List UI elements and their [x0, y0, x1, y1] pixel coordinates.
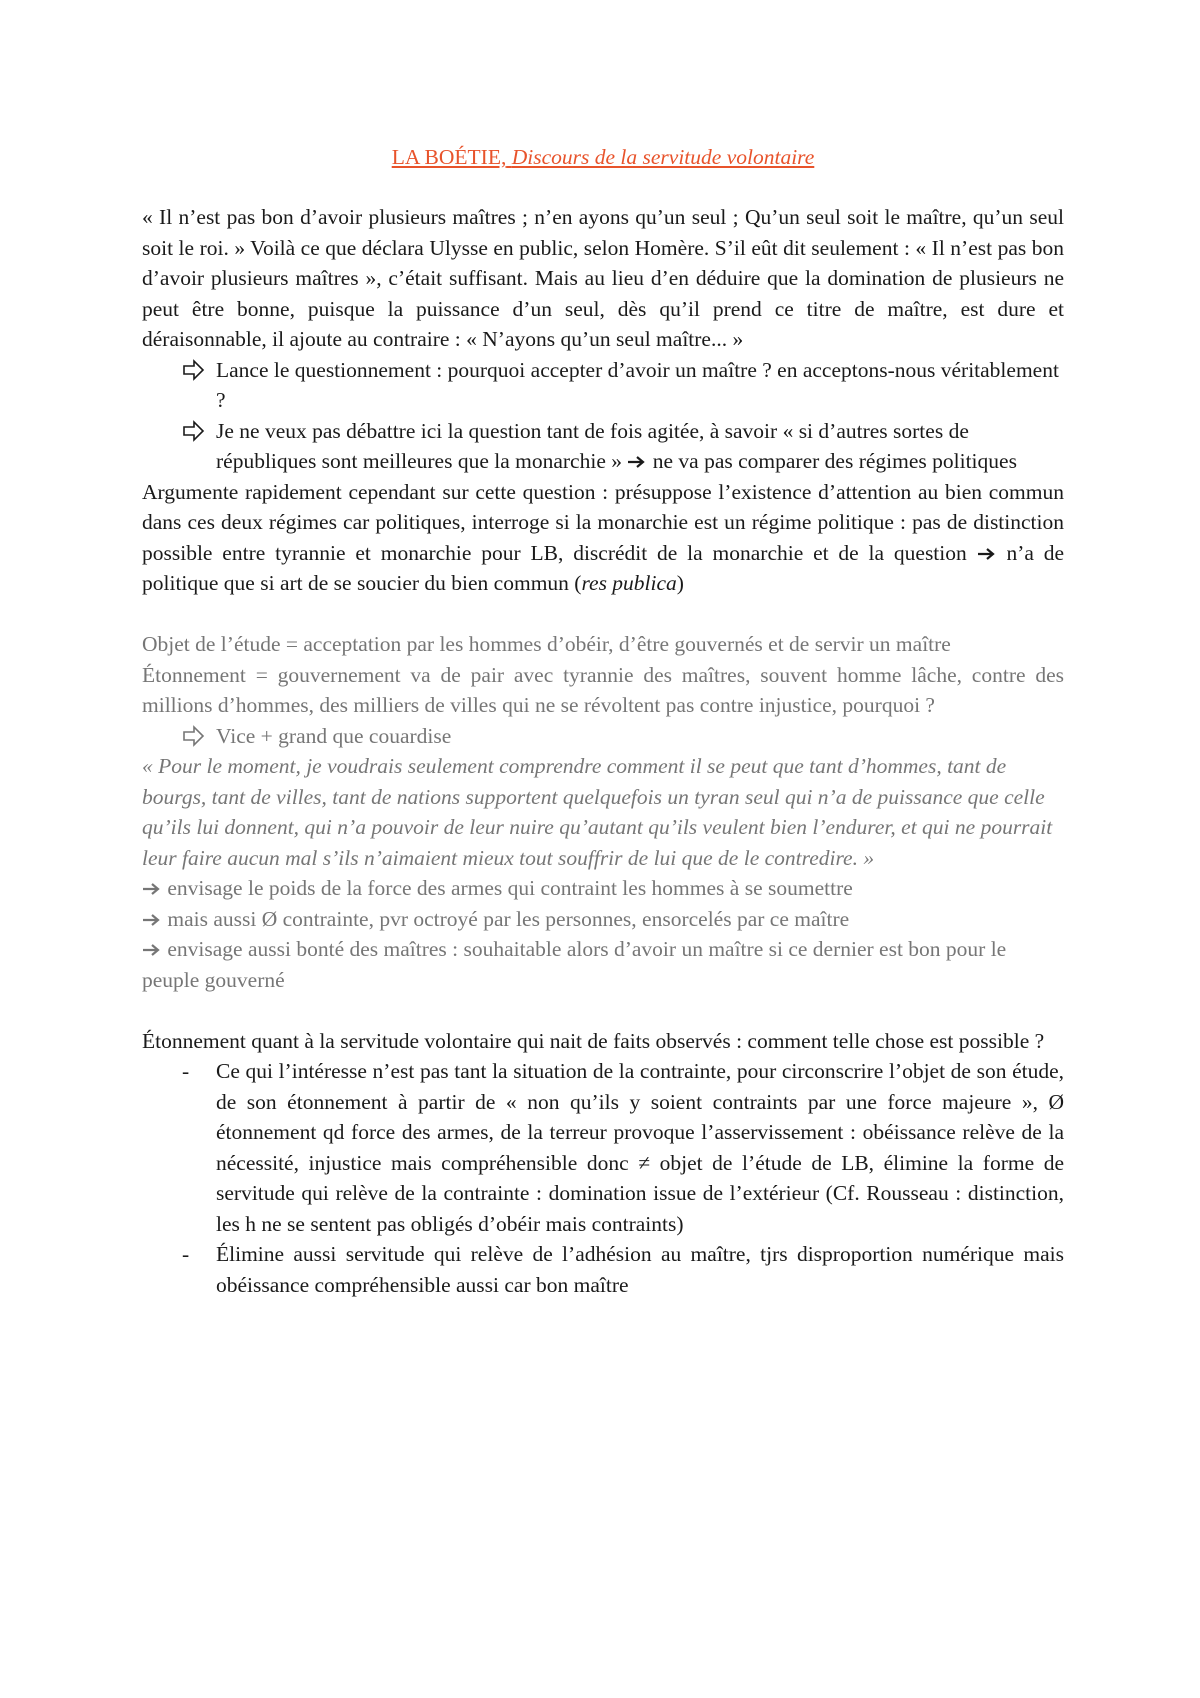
right-arrow-icon [627, 455, 647, 469]
dash-marker: - [182, 1242, 190, 1266]
argumentation-text-2: n’a de politique que si art de se soucier du bien commun ( [142, 540, 1065, 595]
arrow-line-text: envisage le poids de la force des armes qui contraint les hommes à se soumettre [167, 876, 853, 900]
res-publica: res publica [581, 571, 677, 595]
list-item-text: Vice + grand que couardise [216, 723, 452, 748]
object-of-study: Objet de l’étude = acceptation par les hommes d’obéir, d’être gouvernés et de servir un maître [142, 632, 951, 656]
document-page [142, 142, 1064, 1300]
list-item [182, 1239, 1064, 1300]
right-arrow-icon [142, 913, 162, 927]
spacer [142, 995, 1064, 1026]
list-item [182, 416, 1064, 477]
hollow-arrow-list-1 [142, 355, 1064, 477]
list-item [182, 721, 1064, 752]
astonishment-paragraph: Étonnement = gouvernement va de pair avec tyrannie des maîtres, souvent homme lâche, contre des millions d’hommes, des milliers de villes qui ne se révoltent pas contre injustice, pourquoi ? [142, 662, 1064, 717]
gray-section [142, 629, 1064, 995]
list-item-text: Ce qui l’intéresse n’est pas tant la situation de la contrainte, pour circonscrire l’objet de son étude, de son étonnement à partir de « non qu’ils y soient contraints par une force majeure », Ø étonnement qd force des armes, de la terreur provoque l’asservissement : obéissance relève de la nécessité, injustice mais compréhensible donc ≠ objet de l’étude de LB, élimine la forme de servitude qui relève de la contrainte : domination issue de l’extérieur (Cf. Rousseau : distinction, les h ne se sentent pas obligés d’obéir mais contraints) [216, 1059, 1064, 1236]
list-item-text: Lance le questionnement : pourquoi accepter d’avoir un maître ? en acceptons-nous véritablement ? [216, 357, 1059, 412]
title-author: LA BOÉTIE, [391, 145, 507, 169]
hollow-right-arrow-icon [182, 355, 206, 385]
right-arrow-icon [977, 547, 997, 561]
list-item-text: Je ne veux pas débattre ici la question tant de fois agitée, à savoir « si d’autres sortes de républiques sont meilleures que la monarchie » [216, 418, 969, 473]
arrow-line [142, 934, 1064, 995]
list-item [182, 355, 1064, 416]
argumentation-text: Argumente rapidement cependant sur cette question : présuppose l’existence d’attention au bien commun dans ces deux régimes car politiques, interroge si la monarchie est un régime politique : pas de distinction possible entre tyrannie et monarchie pour LB, discrédit de la monarchie et de la question [142, 479, 1064, 565]
right-arrow-icon [142, 943, 162, 957]
paragraph-argumentation [142, 477, 1064, 599]
title-work: Discours de la servitude volontaire [511, 145, 815, 169]
arrow-line-text: mais aussi Ø contrainte, pvr octroyé par les personnes, ensorcelés par ce maître [167, 906, 850, 931]
right-arrow-icon [142, 882, 162, 896]
citation-quote: « Pour le moment, je voudrais seulement comprendre comment il se peut que tant d’hommes, tant de bourgs, tant de villes, tant de nations supportent quelquefois un tyran seul qui n’a de puissance que celle qu’ils lui donnent, qui n’a pouvoir de leur nuire qu’autant qu’ils veulent bien l’endurer, et qui ne pourrait leur faire aucun mal s’ils n’aimaient mieux tout souffrir de lui que de le contredire. » [142, 754, 1053, 870]
dash-list [142, 1056, 1064, 1300]
spacer [142, 599, 1064, 630]
arrow-line [142, 873, 1064, 904]
list-item-text: Élimine aussi servitude qui relève de l’adhésion au maître, tjrs disproportion numérique mais obéissance compréhensible aussi car bon maître [216, 1242, 1064, 1297]
arrow-line [142, 904, 1064, 935]
paragraph-quote-ulysse: « Il n’est pas bon d’avoir plusieurs maîtres ; n’en ayons qu’un seul ; Qu’un seul soit le maître, qu’un seul soit le roi. » Voilà ce que déclara Ulysse en public, selon Homère. S’il eût dit seulement : « Il n’est pas bon d’avoir plusieurs maîtres », c’était suffisant. Mais au lieu d’en déduire que la domination de plusieurs ne peut être bonne, puisque la puissance d’un seul, dès qu’il prend ce titre de maître, est dure et déraisonnable, il ajoute au contraire : « N’ayons qu’un seul maître... » [142, 205, 1064, 351]
argumentation-close: ) [676, 571, 684, 595]
arrow-line-text: envisage aussi bonté des maîtres : souhaitable alors d’avoir un maître si ce dernier est bon pour le peuple gouverné [142, 937, 1007, 992]
hollow-right-arrow-icon [182, 721, 206, 751]
list-item [182, 1056, 1064, 1239]
hollow-right-arrow-icon [182, 416, 206, 446]
document-title [142, 142, 1064, 172]
list-item-text: ne va pas comparer des régimes politiques [652, 449, 1017, 473]
dash-marker: - [182, 1059, 190, 1083]
paragraph-voluntary-servitude: Étonnement quant à la servitude volontaire qui nait de faits observés : comment telle chose est possible ? [142, 1028, 1045, 1053]
hollow-arrow-list-2 [142, 721, 1064, 752]
